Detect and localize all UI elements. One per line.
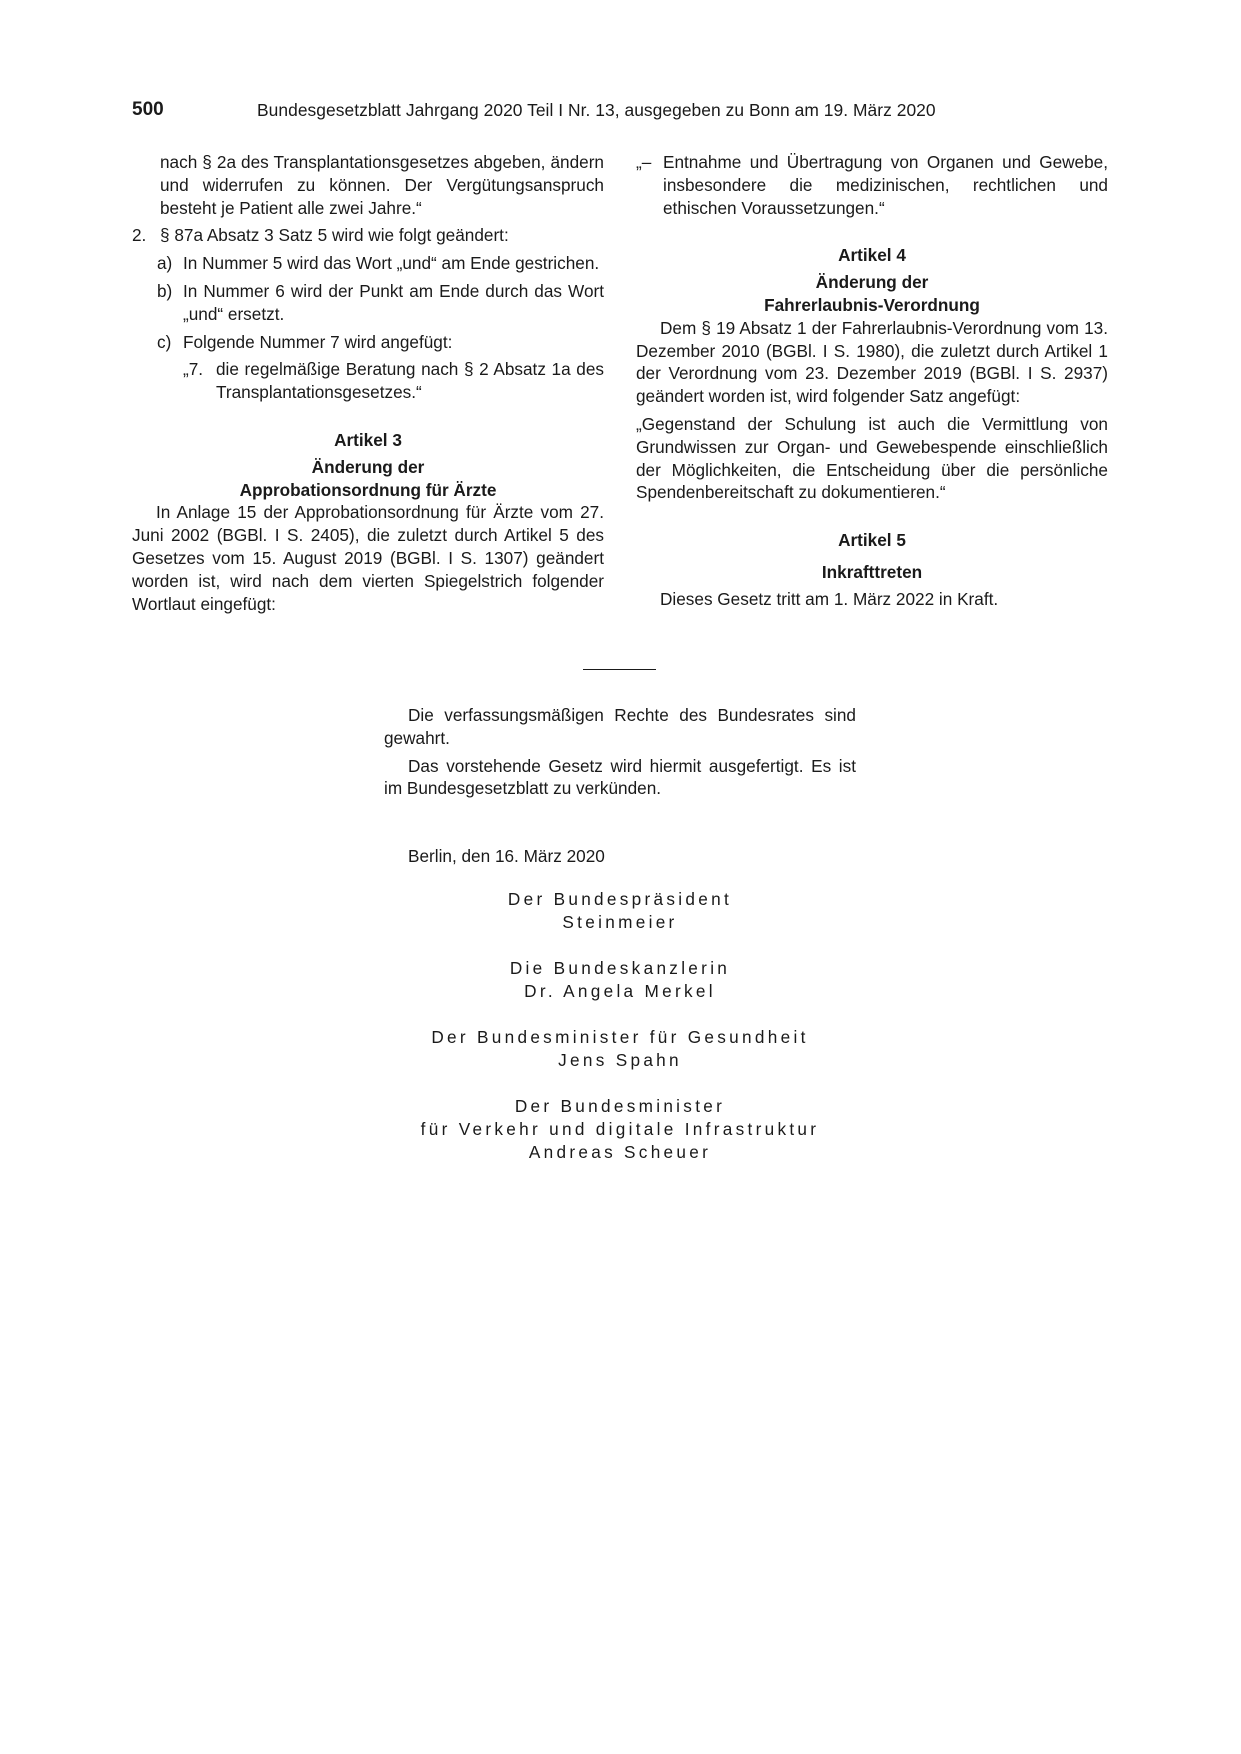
signatory-name: Jens Spahn	[558, 1049, 682, 1070]
signatory-role-line2: für Verkehr und digitale Infrastruktur	[420, 1118, 820, 1139]
article-5-title: Artikel 5	[838, 530, 906, 551]
sub-item-label: a)	[157, 253, 173, 274]
signatory-name: Andreas Scheuer	[528, 1141, 712, 1162]
section-divider	[583, 669, 656, 670]
sub-item-text: In Nummer 5 wird das Wort „und“ am Ende gestrichen.	[183, 253, 600, 274]
page-number: 500	[132, 99, 164, 120]
quoted-item-7	[132, 358, 604, 404]
signature-chancellor	[320, 957, 920, 1003]
signatory-role: Der Bundesminister	[514, 1096, 726, 1116]
signatory-role: Der Bundesminister für Gesundheit	[431, 1027, 809, 1047]
article-3-paragraph: In Anlage 15 der Approbationsordnung für Ärzte vom 27. Juni 2002 (BGBl. I S. 2405), die zuletzt durch Artikel 5 des Gesetzes vom 15. August 2019 (BGBl. I S. 1307) geändert worden ist, wird nach dem vierten Spiegelstrich folgender Wortlaut eingefügt:	[132, 502, 604, 614]
list-item-2	[132, 224, 604, 247]
sub-item-label: b)	[157, 280, 173, 301]
article-5-paragraph: Dieses Gesetz tritt am 1. März 2022 in Kraft.	[660, 588, 999, 609]
article-4-paragraph: Dem § 19 Absatz 1 der Fahrerlaubnis-Verordnung vom 13. Dezember 2010 (BGBl. I S. 1980), die zuletzt durch Artikel 1 der Verordnung vom 23. Dezember 2019 (BGBl. I S. 2937) geändert worden ist, wird folgender Satz angefügt:	[636, 317, 1108, 407]
signature-health-minister	[320, 1026, 920, 1072]
signatory-role: Der Bundespräsident	[507, 889, 733, 909]
sub-item-text: Folgende Nummer 7 wird angefügt:	[183, 331, 453, 352]
list-text: § 87a Absatz 3 Satz 5 wird wie folgt geändert:	[160, 225, 509, 246]
quote-dash-text: Entnahme und Übertragung von Organen und Gewebe, insbesondere die medizinischen, rechtlichen und ethischen Voraussetzungen.“	[663, 152, 1108, 218]
closing-paragraph-2: Das vorstehende Gesetz wird hiermit ausgefertigt. Es ist im Bundesgesetzblatt zu verkünden.	[384, 755, 856, 799]
gazette-title: Bundesgesetzblatt Jahrgang 2020 Teil I Nr. 13, ausgegeben zu Bonn am 19. März 2020	[257, 100, 936, 120]
signatory-name: Steinmeier	[562, 911, 678, 932]
article-3-subtitle-line2: Approbationsordnung für Ärzte	[239, 479, 497, 500]
article-4-subtitle-line2: Fahrerlaubnis-Verordnung	[764, 294, 980, 315]
signatory-role: Die Bundeskanzlerin	[509, 958, 731, 978]
page-header	[132, 99, 1107, 125]
sub-item-b	[132, 280, 604, 326]
closing-formula	[384, 704, 856, 805]
right-column	[636, 151, 1108, 616]
quote-dash: „–	[636, 152, 652, 172]
signature-president	[320, 888, 920, 934]
sub-item-label: c)	[157, 331, 172, 352]
quoted-item-text: die regelmäßige Beratung nach § 2 Absatz 1a des Transplantationsgesetzes.“	[216, 359, 604, 403]
left-column	[132, 151, 604, 620]
sub-item-a	[132, 252, 604, 275]
article-4-subtitle-line1: Änderung der	[815, 272, 929, 293]
signature-transport-minister	[320, 1095, 920, 1163]
article-4-quote: „Gegenstand der Schulung ist auch die Vermittlung von Grundwissen zur Organ- und Gewebespende einschließlich der Möglichkeiten, die Entscheidung über die persönliche Spendenbereitschaft zu dokumentieren.“	[636, 413, 1108, 503]
article-5-subtitle: Inkrafttreten	[821, 561, 923, 582]
closing-paragraph-1: Die verfassungsmäßigen Rechte des Bundesrates sind gewahrt.	[384, 705, 856, 748]
article-3-subtitle-line1: Änderung der	[311, 456, 425, 477]
article-3-title: Artikel 3	[334, 429, 402, 450]
sub-item-text: In Nummer 6 wird der Punkt am Ende durch das Wort „und“ ersetzt.	[183, 280, 604, 324]
quoted-dash-item	[636, 151, 1108, 219]
list-number: 2.	[132, 225, 147, 246]
sub-item-c	[132, 331, 604, 354]
signatory-name: Dr. Angela Merkel	[524, 980, 716, 1001]
continued-paragraph: nach § 2a des Transplantationsgesetzes abgeben, ändern und widerrufen zu können. Der Vergütungsanspruch besteht je Patient alle zwei Jahre.“	[160, 152, 604, 218]
article-4-title: Artikel 4	[838, 245, 906, 266]
place-date: Berlin, den 16. März 2020	[408, 846, 605, 866]
quoted-item-label: „7.	[183, 359, 204, 380]
